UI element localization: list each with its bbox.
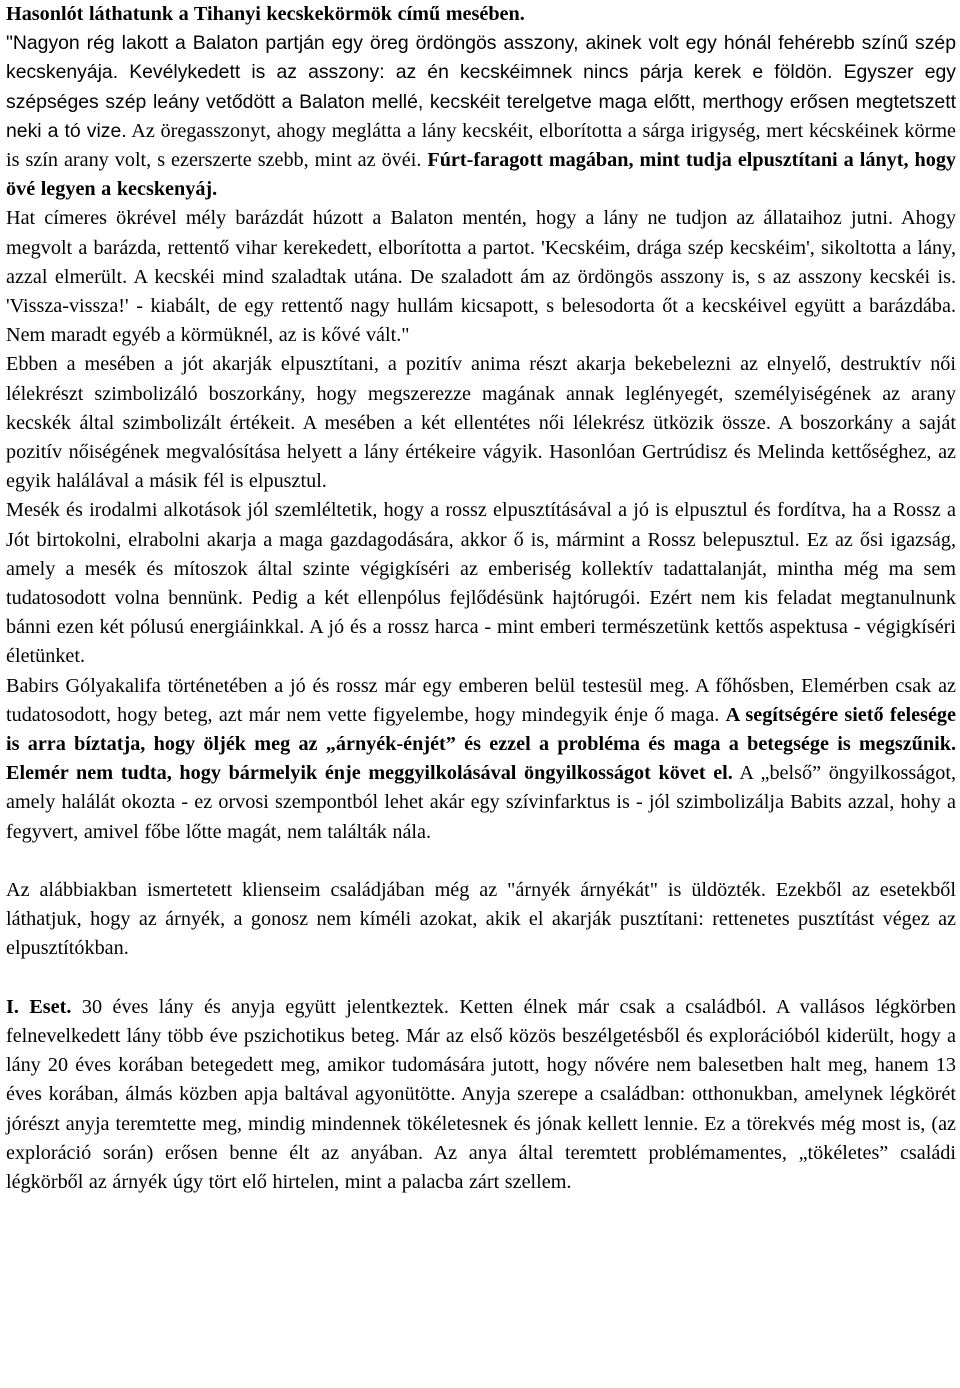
tale-text-part1: "Nagyon rég lakott a Balaton partján egy öreg ördöngös asszony, akinek volt egy hónál fehérebb színű szép kecskenyája. Kevélykedett is az asszony: az én kecskéimnek nincs párja kerek e földön. Egyszer egy szépséges szép leány vetődött a Balaton mellé, kecskéit terelgetve maga előtt, merthogy erősen megtetszett neki a tó vize. xyxy=(6,32,956,142)
interpretation-paragraph: Ebben a mesében a jót akarják elpusztítani, a pozitív anima részt akarja bekebelezni az elnyelő, destruktív női lélekrészt szimbolizáló boszorkány, hogy megszerezze magának annak leglényegét, személyiségének az arany kecskék által szimbolizált értékeit. A mesében a két ellentétes női lélekrész ütközik össze. A boszorkány a saját pozitív nőiségének megvalósítása helyett a lány értékeire vágyik. Hasonlóan Gertrúdisz és Melinda kettőséghez, az egyik halálával a másik fél is elpusztul. xyxy=(6,353,956,493)
tales-paragraph: Mesék és irodalmi alkotások jól szemléltetik, hogy a rossz elpusztításával a jó is elpusztul és fordítva, ha a Rossz a Jót birtokolni, elrabolni akarja a maga gazdagodására, akkor ő is, mármint a Rossz belepusztul. Ez az ősi igazság, amely a mesék és mítoszok által szinte végigkíséri az emberiség kollektív tadattalanját, mintha még ma sem tudatosodott volna bennünk. Pedig a két ellenpólus fejlődésünk hajtórugói. Ezért nem kis feladat megtanulnunk bánni ezen két pólusú energiáinkkal. A jó és a rossz harca - mint emberi természetünk kettős aspektusa - végigkíséri életünket. xyxy=(6,499,956,668)
paragraph-gap xyxy=(6,847,956,876)
babits-text-part2: A „belső” öngyilkosságot, amely halálát okozta - ez orvosi szempontból lehet akár egy szívinfarktus is - jól szimbolizálja Babits azzal, hohy a fegyvert, amivel főbe lőtte magát, nem találták nála. xyxy=(6,762,956,843)
tale-text-part3: Hat címeres ökrével mély barázdát húzott a Balaton mentén, hogy a lány ne tudjon az állataihoz jutni. Ahogy megvolt a barázda, rettentő vihar kerekedett, elborította a partot. 'Kecskéim, drága szép kecskéim', sikoltotta a lány, azzal elmerült. A kecskéi mind szaladtak utána. De szaladott ám az ördöngös asszony is, s az asszony kecskéi is. 'Vissza-vissza!' - kiabált, de egy rettentő nagy hullám kicsapott, s belesodorta őt a kecskéivel együtt a barázdába. Nem maradt egyéb a körmüknél, az is kővé vált." xyxy=(6,207,956,347)
tale-bold-sentence: Fúrt-faragott magában, mint tudja elpusztítani a lányt, hogy övé legyen a kecskenyáj. xyxy=(6,149,957,201)
paragraph-gap xyxy=(6,964,956,993)
tale-paragraph xyxy=(6,29,956,350)
case-1-text: 30 éves lány és anyja együtt jelentkeztek. Ketten élnek már csak a családból. A vallásos légkörben felnevelkedett lány több éve pszichotikus beteg. Már az első közös beszélgetésből és explorációból kiderült, hogy a lány 20 éves korában betegedett meg, amikor tudomására jutott, hogy nővére nem balesetben halt meg, hanem 13 éves korában, álmás közben apja baltával agyonütötte. Anyja szerepe a családban: otthonukban, amelynek légkörét jórészt anyja teremtette meg, mindig mindennek tökéletesnek és jónak kellett lennie. Ez a törekvés még most is, (az exploráció során) erősen benne élt az anyában. Az anya által teremtett problémamentes, „tökéletes” családi légkörből az árnyék úgy tört elő hirtelen, mint a palacba zárt szellem. xyxy=(6,995,956,1194)
section-heading: Hasonlót láthatunk a Tihanyi kecskekörmök című mesében. xyxy=(6,3,525,25)
case-1-label: I. Eset. xyxy=(6,995,72,1018)
case-1-paragraph xyxy=(6,993,956,1197)
tale-text-part2: Az öregasszonyt, ahogy meglátta a lány kecskéit, elborította a sárga irigység, mert kécskéinek körme is szín arany volt, s ezerszerte szebb, mint az övéi. xyxy=(6,119,956,172)
babits-paragraph xyxy=(6,672,956,847)
clients-paragraph: Az alábbiakban ismertetett klienseim családjában még az "árnyék árnyékát" is üldözték. Ezekből az esetekből láthatjuk, hogy az árnyék, a gonosz nem kíméli azokat, akik el akarják pusztítani: rettenetes pusztítást végez az elpusztítókban. xyxy=(6,879,956,960)
babits-text-part1: Babirs Gólyakalifa történetében a jó és rossz már egy emberen belül testesül meg. A főhősben, Elemérben csak az tudatosodott, hogy beteg, azt már nem vette figyelembe, hogy mindegyik énje ő maga. xyxy=(6,674,956,726)
babits-bold-text: A segítségére siető felesége is arra bíztatja, hogy öljék meg az „árnyék-énjét” és ezzel a probléma és maga a betegsége is megszűnik. Elemér nem tudta, hogy bármelyik énje meggyilkolásával öngyilkosságot követ el. xyxy=(6,703,956,785)
